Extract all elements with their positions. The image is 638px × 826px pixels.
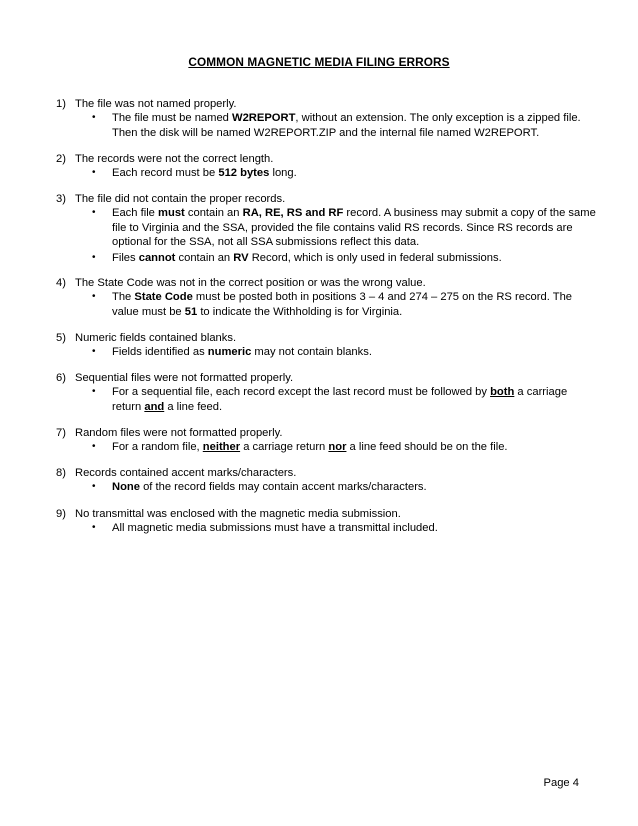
- item-number: 9): [56, 508, 66, 520]
- item-number: 3): [56, 193, 66, 205]
- bullet-list: [56, 480, 596, 494]
- bullet-text: Files cannot contain an RV Record, which is only used in federal submissions.: [112, 252, 502, 265]
- item-number: 5): [56, 332, 66, 344]
- item-heading-text: The State Code was not in the correct position or was the wrong value.: [75, 277, 426, 289]
- bullet-list: [56, 385, 596, 414]
- item-heading: [56, 371, 596, 385]
- error-item-3: [56, 192, 596, 265]
- bullet-text: Fields identified as numeric may not contain blanks.: [112, 346, 372, 359]
- bullet-list: [56, 111, 596, 140]
- bullet-item: [92, 345, 596, 359]
- item-number: 8): [56, 467, 66, 479]
- bullet-icon: •: [92, 386, 96, 398]
- bullet-text: Each file must contain an RA, RE, RS and RF record. A business may submit a copy of the same file to Virginia and the SSA, provided the file contains valid RS records. Since RS records are optional for the SSA, not all SSA submissions reflect this data.: [112, 207, 596, 248]
- item-number: 6): [56, 372, 66, 384]
- bullet-list: [56, 206, 596, 265]
- error-item-1: [56, 97, 596, 140]
- error-item-5: [56, 331, 596, 360]
- bullet-icon: •: [92, 167, 96, 179]
- item-heading: [56, 97, 596, 111]
- item-heading: [56, 426, 596, 440]
- item-heading: [56, 152, 596, 166]
- bullet-list: [56, 290, 596, 319]
- bullet-icon: •: [92, 522, 96, 534]
- bullet-text: The file must be named W2REPORT, without an extension. The only exception is a zipped file. Then the disk will be named W2REPORT.ZIP and the internal file named W2REPORT.: [112, 112, 581, 139]
- item-heading-text: No transmittal was enclosed with the magnetic media submission.: [75, 508, 401, 520]
- bullet-text: The State Code must be posted both in positions 3 – 4 and 274 – 275 on the RS record. The value must be 51 to indicate the Withholding is for Virginia.: [112, 291, 573, 318]
- bullet-text: For a random file, neither a carriage return nor a line feed should be on the file.: [112, 441, 508, 454]
- bullet-icon: •: [92, 441, 96, 453]
- bullet-item: [92, 521, 596, 535]
- bullet-item: [92, 111, 596, 140]
- item-heading-text: Records contained accent marks/characters.: [75, 467, 297, 479]
- bullet-icon: •: [92, 112, 96, 124]
- item-heading-text: Random files were not formatted properly.: [75, 427, 283, 439]
- bullet-text: Each record must be 512 bytes long.: [112, 167, 297, 180]
- bullet-icon: •: [92, 291, 96, 303]
- bullet-list: [56, 345, 596, 359]
- item-heading-text: Numeric fields contained blanks.: [75, 332, 237, 344]
- error-item-2: [56, 152, 596, 181]
- item-heading-text: Sequential files were not formatted properly.: [75, 372, 294, 384]
- bullet-list: [56, 166, 596, 180]
- error-item-6: [56, 371, 596, 414]
- error-item-4: [56, 276, 596, 319]
- bullet-text: For a sequential file, each record except the last record must be followed by both a carriage return and a line feed.: [112, 386, 568, 413]
- item-heading-text: The file was not named properly.: [75, 98, 237, 110]
- item-number: 4): [56, 277, 66, 289]
- item-number: 2): [56, 153, 66, 165]
- bullet-icon: •: [92, 481, 96, 493]
- item-heading: [56, 507, 596, 521]
- bullet-item: [92, 206, 596, 249]
- page-title: COMMON MAGNETIC MEDIA FILING ERRORS: [188, 55, 450, 69]
- bullet-icon: •: [92, 252, 96, 264]
- item-heading: [56, 276, 596, 290]
- bullet-list: [56, 440, 596, 454]
- bullet-item: [92, 480, 596, 494]
- bullet-item: [92, 251, 596, 265]
- bullet-text: None of the record fields may contain accent marks/characters.: [112, 481, 427, 494]
- bullet-icon: •: [92, 207, 96, 219]
- bullet-item: [92, 385, 596, 414]
- bullet-text: All magnetic media submissions must have a transmittal included.: [112, 522, 438, 535]
- item-number: 7): [56, 427, 66, 439]
- bullet-item: [92, 290, 596, 319]
- item-heading: [56, 466, 596, 480]
- bullet-icon: •: [92, 346, 96, 358]
- bullet-item: [92, 440, 596, 454]
- error-item-7: [56, 426, 596, 455]
- item-number: 1): [56, 98, 66, 110]
- item-heading-text: The file did not contain the proper records.: [75, 193, 286, 205]
- error-item-8: [56, 466, 596, 495]
- bullet-item: [92, 166, 596, 180]
- page-number: Page 4: [543, 777, 579, 789]
- item-heading-text: The records were not the correct length.: [75, 153, 274, 165]
- error-item-9: [56, 507, 596, 536]
- bullet-list: [56, 521, 596, 535]
- item-heading: [56, 192, 596, 206]
- item-heading: [56, 331, 596, 345]
